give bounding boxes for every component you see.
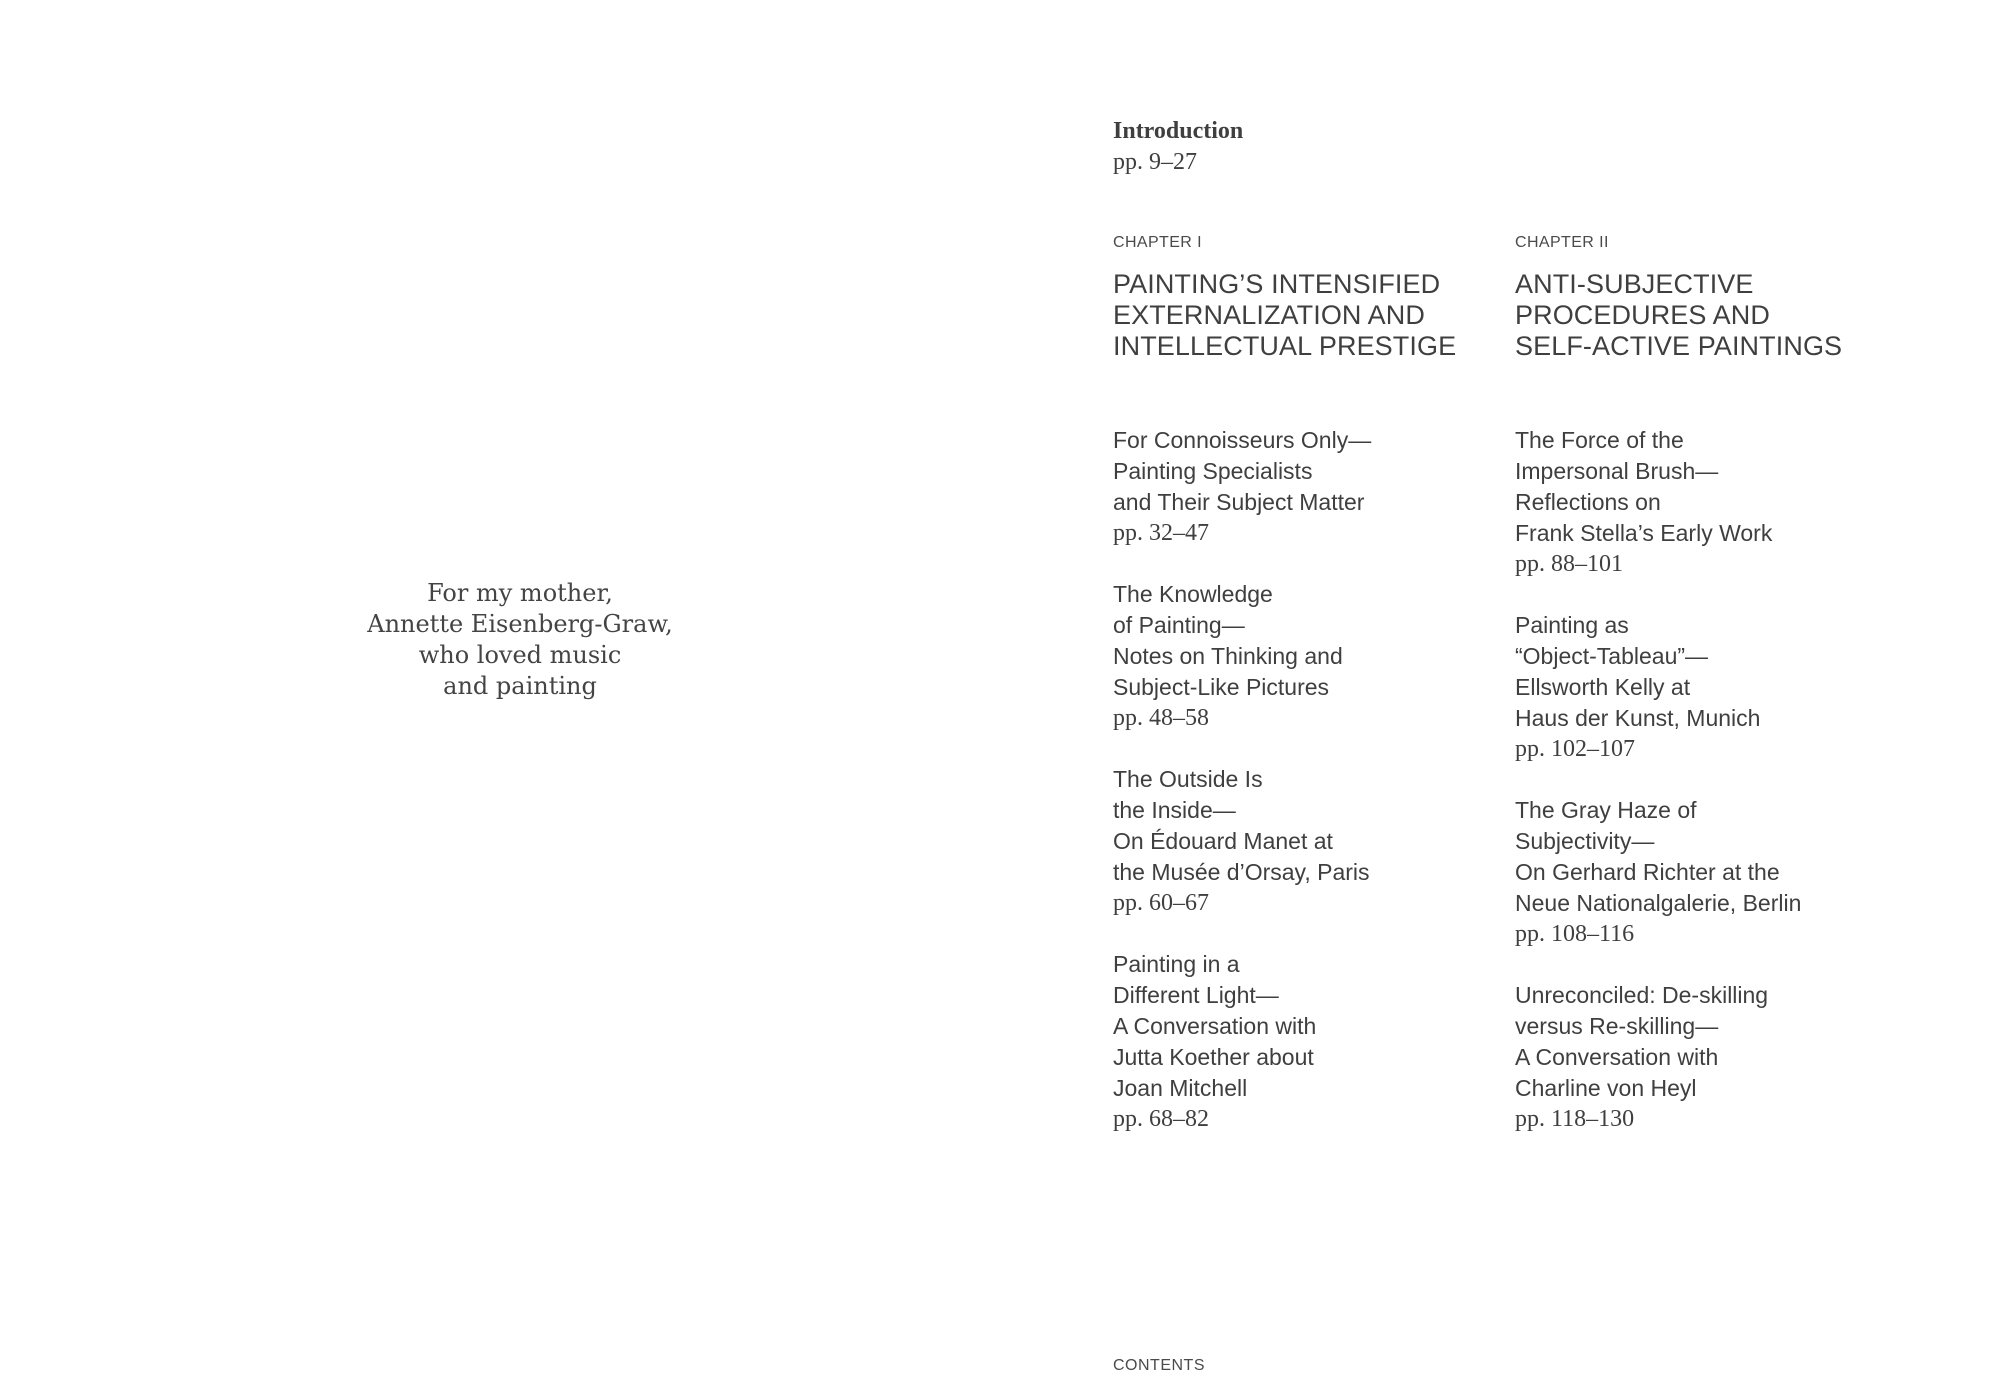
dedication-line: who loved music	[418, 641, 622, 669]
entry-title-line: of Painting—	[1113, 612, 1245, 638]
running-footer: CONTENTS	[1113, 1357, 1205, 1374]
chapter-title	[1113, 269, 1503, 362]
chapter-label: CHAPTER II	[1515, 234, 1609, 251]
toc-entry	[1515, 425, 1905, 580]
entry-title-line: A Conversation with	[1113, 1013, 1317, 1039]
toc-entry	[1113, 425, 1503, 549]
entry-title-line: Subject-Like Pictures	[1113, 674, 1330, 700]
chapter-title-line: SELF-ACTIVE PAINTINGS	[1515, 331, 1843, 361]
chapter-title	[1515, 269, 1905, 362]
entry-title-line: Painting in a	[1113, 951, 1240, 977]
entry-title	[1113, 579, 1503, 703]
entry-title-line: The Knowledge	[1113, 581, 1273, 607]
entry-title-line: On Édouard Manet at	[1113, 828, 1333, 854]
entry-title-line: Charline von Heyl	[1515, 1075, 1697, 1101]
entry-title	[1113, 425, 1503, 518]
entry-title-line: The Outside Is	[1113, 766, 1263, 792]
entry-title-line: Different Light—	[1113, 982, 1279, 1008]
entry-title-line: versus Re-skilling—	[1515, 1013, 1719, 1039]
entry-title-line: Unreconciled: De-skilling	[1515, 982, 1769, 1008]
toc-entry	[1515, 980, 1905, 1135]
entry-title-line: the Musée d’Orsay, Paris	[1113, 859, 1370, 885]
entry-title-line: Frank Stella’s Early Work	[1515, 520, 1773, 546]
entry-title-line: Joan Mitchell	[1113, 1075, 1248, 1101]
chapter-entries	[1113, 425, 1503, 1165]
dedication-line: For my mother,	[427, 579, 613, 607]
entry-title-line: and Their Subject Matter	[1113, 489, 1365, 515]
dedication-line: Annette Eisenberg-Graw,	[367, 610, 673, 638]
introduction-pages: pp. 9–27	[1113, 149, 1197, 175]
entry-title-line: Painting as	[1515, 612, 1629, 638]
chapter-title-line: PAINTING’S INTENSIFIED	[1113, 269, 1441, 299]
chapter-column-1	[1113, 233, 1503, 1132]
entry-title-line: Ellsworth Kelly at	[1515, 674, 1691, 700]
entry-pages: pp. 88–101	[1515, 551, 1623, 577]
entry-title-line: Subjectivity—	[1515, 828, 1655, 854]
entry-title	[1515, 980, 1905, 1104]
entry-pages: pp. 102–107	[1515, 736, 1635, 762]
introduction-title: Introduction	[1113, 118, 1244, 144]
entry-title-line: The Force of the	[1515, 427, 1684, 453]
entry-title-line: “Object-Tableau”—	[1515, 643, 1709, 669]
chapter-label: CHAPTER I	[1113, 234, 1202, 251]
entry-pages: pp. 32–47	[1113, 520, 1209, 546]
chapter-title-line: INTELLECTUAL PRESTIGE	[1113, 331, 1457, 361]
entry-pages: pp. 118–130	[1515, 1106, 1635, 1132]
entry-title-line: Jutta Koether about	[1113, 1044, 1314, 1070]
entry-title-line: The Gray Haze of	[1515, 797, 1697, 823]
toc-entry	[1515, 795, 1905, 950]
entry-title-line: Painting Specialists	[1113, 458, 1313, 484]
entry-title-line: the Inside—	[1113, 797, 1236, 823]
chapter-entries	[1515, 425, 1905, 1165]
entry-title-line: On Gerhard Richter at the	[1515, 859, 1780, 885]
dedication	[360, 578, 680, 702]
chapter-title-line: ANTI-SUBJECTIVE	[1515, 269, 1754, 299]
toc-entry	[1113, 579, 1503, 734]
chapter-column-2	[1515, 233, 1905, 1132]
entry-title-line: Neue Nationalgalerie, Berlin	[1515, 890, 1802, 916]
entry-title-line: A Conversation with	[1515, 1044, 1719, 1070]
entry-title	[1113, 764, 1503, 888]
entry-title	[1113, 949, 1503, 1104]
entry-pages: pp. 68–82	[1113, 1106, 1209, 1132]
entry-pages: pp. 48–58	[1113, 705, 1209, 731]
entry-title	[1515, 795, 1905, 919]
entry-title-line: Notes on Thinking and	[1113, 643, 1343, 669]
chapter-title-line: EXTERNALIZATION AND	[1113, 300, 1425, 330]
toc-entry	[1113, 764, 1503, 919]
entry-title-line: For Connoisseurs Only—	[1113, 427, 1372, 453]
entry-pages: pp. 108–116	[1515, 921, 1635, 947]
entry-title-line: Haus der Kunst, Munich	[1515, 705, 1761, 731]
toc-entry	[1515, 610, 1905, 765]
dedication-line: and painting	[443, 672, 597, 700]
entry-pages: pp. 60–67	[1113, 890, 1209, 916]
toc-entry	[1113, 949, 1503, 1135]
entry-title-line: Reflections on	[1515, 489, 1661, 515]
entry-title	[1515, 610, 1905, 734]
entry-title	[1515, 425, 1905, 549]
entry-title-line: Impersonal Brush—	[1515, 458, 1719, 484]
chapter-title-line: PROCEDURES AND	[1515, 300, 1770, 330]
introduction-entry	[1113, 115, 1243, 177]
